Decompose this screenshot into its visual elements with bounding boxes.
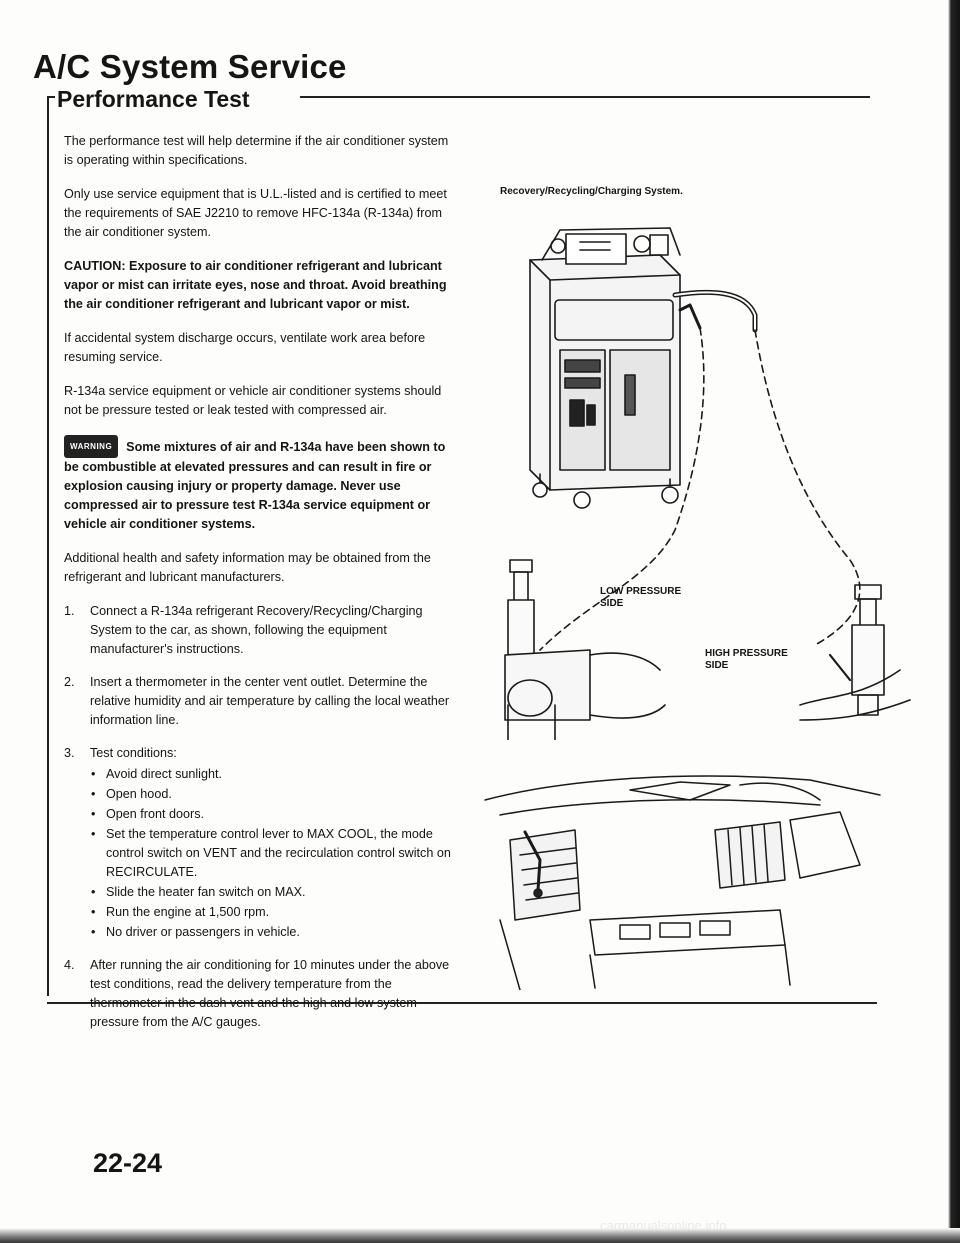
low-pressure-label-line2: SIDE xyxy=(600,598,624,609)
step-number: 1. xyxy=(64,604,75,618)
side-vent xyxy=(715,812,860,888)
step-text: Connect a R-134a refrigerant Recovery/Recycling/Charging System to the car, as shown, following the equipment manufacturer's instructions. xyxy=(90,604,423,656)
page-bottom-shadow xyxy=(0,1228,960,1243)
high-pressure-label xyxy=(705,648,788,672)
high-pressure-coupler xyxy=(800,585,910,720)
procedure-steps xyxy=(64,602,454,1032)
low-pressure-label-line1: LOW PRESSURE xyxy=(600,586,682,597)
section-title: Performance Test xyxy=(57,86,250,112)
step-item xyxy=(64,602,454,659)
high-pressure-label-line2: SIDE xyxy=(705,660,729,671)
body-text-column xyxy=(64,132,454,1046)
condition-item: • Open hood. xyxy=(90,785,454,804)
header-rule xyxy=(300,96,870,98)
safety-info-paragraph: Additional health and safety information may be obtained from the refrigerant and lubricant manufacturers. xyxy=(64,551,431,584)
step-text: Insert a thermometer in the center vent outlet. Determine the relative humidity and air temperature by calling the local weather information line. xyxy=(90,675,450,727)
caution-paragraph: CAUTION: Exposure to air conditioner refrigerant and lubricant vapor or mist can irritate eyes, nose and throat. Avoid breathing the air conditioner refrigerant and lubricant vapor or mist. xyxy=(64,259,447,311)
condition-item: • Run the engine at 1,500 rpm. xyxy=(90,903,454,922)
dashboard-vent-illustration xyxy=(480,760,890,990)
step-item xyxy=(64,956,454,1032)
condition-item: • Avoid direct sunlight. xyxy=(90,765,454,784)
warning-badge: WARNING xyxy=(64,435,118,458)
center-vent xyxy=(510,830,580,920)
condition-item: • Set the temperature control lever to MAX COOL, the mode control switch on VENT and the recirculation control switch on RECIRCULATE. xyxy=(90,825,454,882)
step-number: 2. xyxy=(64,675,75,689)
step-number: 4. xyxy=(64,958,75,972)
page-title: A/C System Service xyxy=(33,48,347,85)
equipment-paragraph: Only use service equipment that is U.L.-listed and is certified to meet the requirements of SAE J2210 to remove HFC-134a (R-134a) from the air conditioner system. xyxy=(64,187,447,239)
low-pressure-label xyxy=(600,586,681,610)
condition-item: • Open front doors. xyxy=(90,805,454,824)
page-edge-shadow xyxy=(940,0,960,1243)
warning-text: Some mixtures of air and R-134a have been shown to be combustible at elevated pressures and can result in fire or explosion causing injury or property damage. Never use compressed air to pressure test R-134a service equipment or vehicle air conditioner systems. xyxy=(64,440,446,531)
watermark: carmanualsonline.info xyxy=(600,1218,727,1233)
step-text: After running the air conditioning for 10 minutes under the above test conditions, read the delivery temperature from the thermometer in the dash vent and the high and low system pressure from the A/C gauges. xyxy=(90,958,450,1029)
section-bracket-tick xyxy=(47,96,55,98)
discharge-paragraph: If accidental system discharge occurs, ventilate work area before resuming service. xyxy=(64,331,426,364)
step-item xyxy=(64,744,454,942)
charging-machine xyxy=(530,228,680,508)
test-conditions-list xyxy=(90,765,454,942)
warning-paragraph xyxy=(64,435,454,534)
intro-paragraph: The performance test will help determine if the air conditioner system is operating within specifications. xyxy=(64,134,449,167)
section-bracket xyxy=(47,96,49,996)
page-number: 22-24 xyxy=(93,1148,163,1178)
figure-caption: Recovery/Recycling/Charging System. xyxy=(500,186,683,197)
high-pressure-label-line1: HIGH PRESSURE xyxy=(705,648,788,659)
step-item xyxy=(64,673,454,730)
pressure-test-paragraph: R-134a service equipment or vehicle air conditioner systems should not be pressure tested or leak tested with compressed air. xyxy=(64,384,442,417)
charging-system-illustration xyxy=(470,200,930,740)
step-number: 3. xyxy=(64,746,75,760)
step-text: Test conditions: xyxy=(90,746,177,760)
condition-item: • Slide the heater fan switch on MAX. xyxy=(90,883,454,902)
condition-item: • No driver or passengers in vehicle. xyxy=(90,923,454,942)
